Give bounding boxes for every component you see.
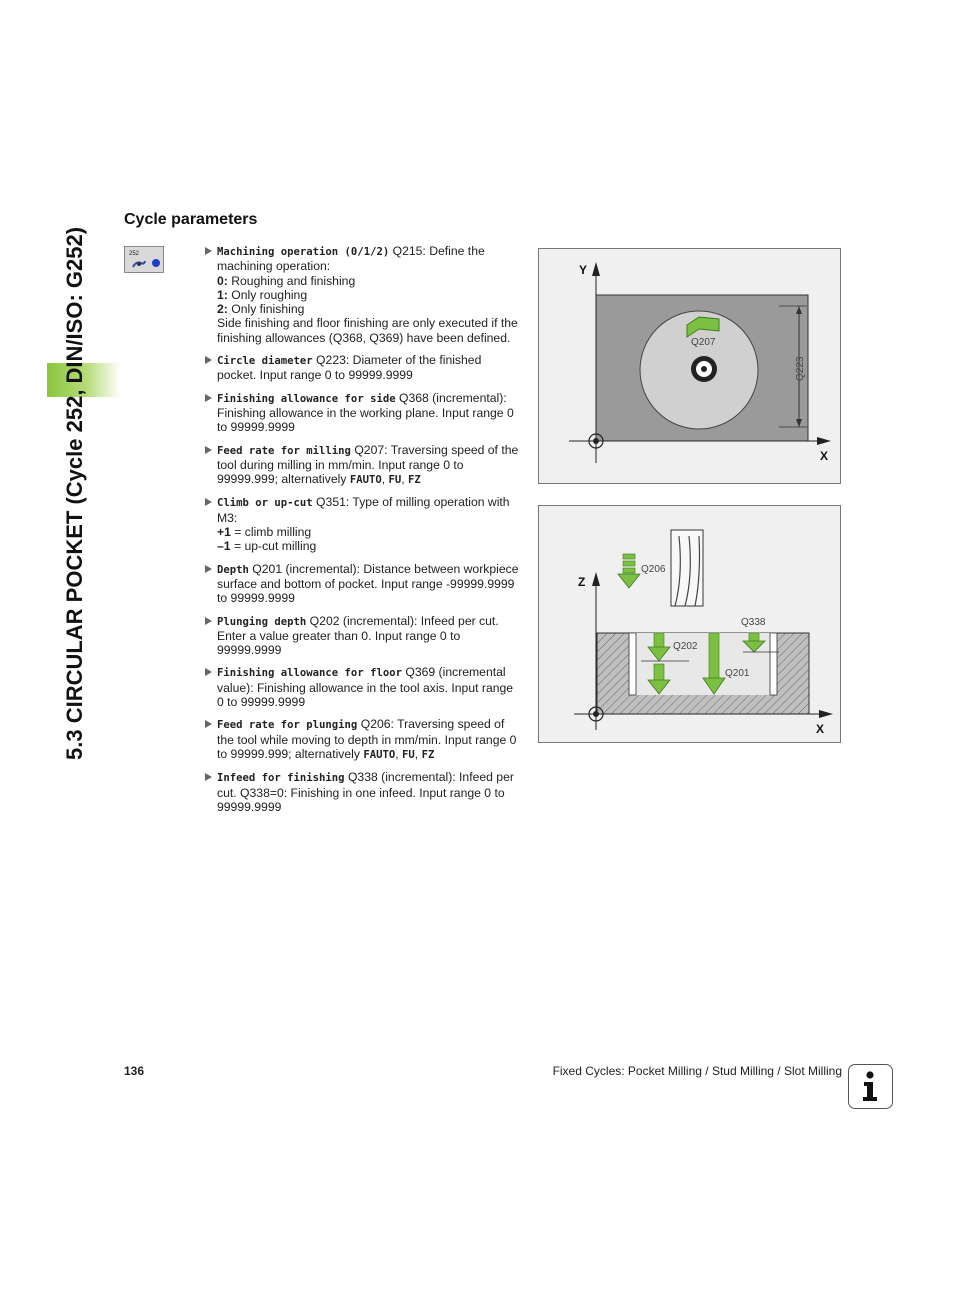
bullet-arrow-icon (205, 617, 212, 625)
parameter-item (204, 244, 522, 345)
axis-y-label: Y (579, 263, 588, 277)
option-text: Only roughing (227, 287, 308, 302)
parameter-item (204, 614, 522, 658)
option-key: +1 (217, 525, 231, 540)
label-q202: Q202 (673, 641, 698, 652)
parameter-name: Feed rate for milling (217, 444, 351, 457)
parameter-item (204, 495, 522, 553)
axis-z-label: Z (578, 575, 586, 589)
bullet-arrow-icon (205, 498, 212, 506)
parameter-note: Side finishing and floor finishing are only executed if the finishing allowances (Q368, Q369) have been defined. (217, 316, 518, 345)
feed-alternative: FU (388, 474, 402, 487)
parameter-description: Q368 (incremental): Finishing allowance in the working plane. Input range 0 to 99999.9999 (217, 390, 514, 435)
page-number: 136 (124, 1064, 145, 1078)
parameter-description: Q369 (incremental value): Finishing allowance in the tool axis. Input range 0 to 99999.9999 (217, 665, 514, 710)
parameter-description: Q202 (incremental): Infeed per cut. Enter a value greater than 0. Input range 0 to 99999.9999 (217, 613, 499, 658)
option-line (217, 288, 522, 302)
option-key: 2: (217, 302, 228, 317)
option-line (217, 274, 522, 288)
feed-alternative: FZ (408, 474, 421, 487)
bullet-arrow-icon (205, 773, 212, 781)
label-q223: Q223 (795, 356, 806, 381)
parameter-description: Q351: Type of milling operation with M3: (217, 495, 510, 525)
feed-alternative: FZ (421, 748, 435, 761)
figure-circular-pocket-side-view (538, 505, 841, 743)
parameter-name: Climb or up-cut (217, 497, 313, 510)
parameter-description: Q215: Define the machining operation: (217, 244, 485, 274)
section-title: 5.3 CIRCULAR POCKET (Cycle 252, DIN/ISO: G252) (62, 226, 87, 760)
feed-alternative: FAUTO (349, 474, 382, 487)
option-key: 0: (217, 273, 228, 288)
parameter-description: Q207: Traversing speed of the tool during milling in mm/min. Input range 0 to 99999.999; alternatively (217, 442, 519, 487)
parameter-name: Plunging depth (217, 615, 307, 628)
parameter-name: Depth (217, 563, 249, 576)
option-line (217, 525, 522, 539)
cycle-softkey-icon (124, 246, 164, 273)
milling-cutter-icon (691, 356, 717, 382)
parameter-description: Q223: Diameter of the finished pocket. Input range 0 to 99999.9999 (217, 353, 482, 383)
option-key: –1 (217, 539, 231, 554)
parameter-description: Q201 (incremental): Distance between workpiece surface and bottom of pocket. Input range -99999.9999 to 99999.9999 (217, 561, 519, 606)
option-key: 1: (217, 287, 228, 302)
parameter-name: Feed rate for plunging (217, 719, 358, 732)
feed-alternative: FU (402, 748, 415, 761)
bullet-arrow-icon (205, 720, 212, 728)
parameter-item (204, 391, 522, 435)
softkey-label: 252 (129, 251, 140, 257)
label-q201: Q201 (725, 668, 750, 679)
axis-x-label: X (820, 449, 829, 463)
figure-circular-pocket-top-view (538, 248, 841, 484)
option-text: Only finishing (227, 302, 305, 317)
parameter-item (204, 353, 522, 383)
parameter-item: Feed rate for milling Q207: Traversing speed of the tool during milling in mm/min. Input range 0 to 99999.999; alternatively FAUTO, FU, FZ (204, 443, 522, 488)
parameter-description: Q206: Traversing speed of the tool while moving to depth in mm/min. Input range 0 to 99999.999; alternatively (217, 717, 517, 761)
parameter-item (204, 770, 522, 814)
option-line (217, 302, 522, 316)
feed-arrow-q206 (618, 554, 640, 588)
axis-x-label: X (816, 722, 825, 736)
bullet-arrow-icon (205, 446, 212, 454)
feed-alternative: FAUTO (363, 748, 396, 761)
bullet-arrow-icon (205, 394, 212, 402)
label-q207: Q207 (691, 337, 716, 348)
parameter-name: Machining operation (0/1/2) (217, 246, 390, 258)
parameter-list (204, 244, 522, 822)
option-text: Roughing and finishing (227, 273, 356, 288)
option-text: = climb milling (230, 525, 312, 540)
footer-chapter-title: Fixed Cycles: Pocket Milling / Stud Milling / Slot Milling (552, 1064, 842, 1078)
page-heading: Cycle parameters (124, 211, 258, 228)
parameter-name: Infeed for finishing (217, 772, 345, 785)
parameter-item (204, 562, 522, 606)
parameter-item: Feed rate for plunging Q206: Traversing speed of the tool while moving to depth in mm/min. Input range 0 to 99999.999; alternatively FAUTO, FU, FZ (204, 717, 522, 762)
option-line (217, 539, 522, 553)
parameter-name: Circle diameter (217, 355, 313, 368)
bullet-arrow-icon (205, 565, 212, 573)
parameter-name: Finishing allowance for floor (217, 667, 402, 680)
label-q338: Q338 (741, 617, 766, 628)
parameter-item (204, 665, 522, 709)
parameter-name: Finishing allowance for side (217, 392, 396, 405)
parameter-description: Q338 (incremental): Infeed per cut. Q338=0: Finishing in one infeed. Input range 0 to 99999.9999 (217, 770, 514, 814)
end-mill-icon (671, 530, 703, 606)
label-q206: Q206 (641, 564, 666, 575)
bullet-arrow-icon (205, 247, 212, 255)
bullet-arrow-icon (205, 356, 212, 364)
option-text: = up-cut milling (230, 539, 317, 554)
info-icon (848, 1064, 893, 1109)
bullet-arrow-icon (205, 668, 212, 676)
